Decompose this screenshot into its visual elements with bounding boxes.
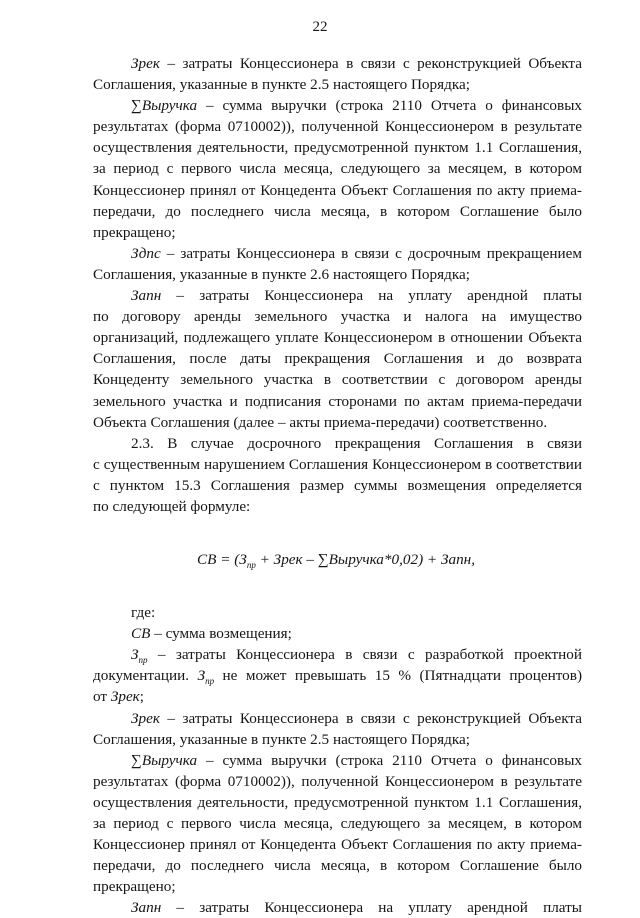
line-text: – затраты Концессионера на уплату арендной платы bbox=[161, 899, 582, 917]
text-line: по договору аренды земельного участка и налога на имущество bbox=[93, 308, 582, 326]
text-line: Концессионер принял от Концедента Объект Соглашения по акту приема- bbox=[93, 836, 582, 854]
text-line: с пунктом 15.3 Соглашения размер суммы возмещения определяется bbox=[93, 476, 582, 494]
text-line: за период с первого числа месяца, следующего за месяцем, в котором bbox=[93, 815, 582, 832]
term: Зрек bbox=[131, 55, 160, 72]
text-line: за период с первого числа месяца, следующего за месяцем, в котором bbox=[93, 160, 582, 178]
definition-sv bbox=[93, 623, 582, 644]
text-line: осуществления деятельности, предусмотренной пунктом 1.1 Соглашения, bbox=[93, 139, 582, 157]
term-base: З bbox=[131, 646, 139, 664]
text-line bbox=[93, 750, 582, 771]
spacer bbox=[93, 517, 582, 549]
term-sub: пр bbox=[138, 655, 148, 666]
definition-vyruchka bbox=[93, 750, 582, 898]
term bbox=[197, 667, 215, 687]
paragraph-2-3 bbox=[93, 433, 582, 517]
line-text: – сумма выручки (строка 2110 Отчета о финансовых bbox=[197, 97, 582, 115]
formula-lhs: СВ = (З bbox=[197, 551, 247, 569]
text-line: Соглашения, указанные в пункте 2.5 настоящего Порядка; bbox=[93, 76, 470, 94]
definition-zrek bbox=[93, 708, 582, 750]
spacer bbox=[93, 570, 582, 602]
text-line bbox=[93, 665, 582, 686]
paragraph-vyruchka bbox=[93, 95, 582, 243]
line-text: ; bbox=[139, 688, 145, 706]
term-sub: пр bbox=[205, 676, 215, 687]
term: Здпс bbox=[131, 244, 161, 262]
text-line bbox=[93, 897, 582, 918]
term: Зрек bbox=[131, 709, 160, 727]
formula-sub: пр bbox=[246, 560, 256, 571]
formula-rhs: + Зрек – ∑Выручка*0,02) + Запн, bbox=[255, 551, 476, 569]
where-label: где: bbox=[131, 604, 156, 622]
line-text: – затраты Концессионера в связи с разработкой проектной bbox=[147, 646, 582, 664]
page-number: 22 bbox=[312, 19, 328, 35]
text-line: Концессионер принял от Концедента Объект Соглашения по акту приема- bbox=[93, 181, 582, 199]
text-line bbox=[93, 243, 582, 264]
text-line bbox=[93, 95, 582, 116]
term: Зрек bbox=[110, 688, 140, 706]
text-line: организаций, подлежащего уплате Концессионером в отношении Объекта bbox=[93, 329, 582, 347]
text-line: прекращено; bbox=[93, 223, 176, 241]
paragraph-zdps bbox=[93, 243, 582, 285]
text-line: Соглашения, после даты прекращения Соглашения и до возврата bbox=[93, 350, 582, 368]
line-text: – затраты Концессионера в связи с реконструкцией Объекта bbox=[159, 55, 582, 72]
term: Запн bbox=[131, 899, 162, 917]
definition-zapn bbox=[93, 897, 582, 918]
line-text: – затраты Концессионера на уплату арендной платы bbox=[161, 287, 582, 305]
paragraph-zrek bbox=[93, 53, 582, 95]
term bbox=[131, 646, 148, 666]
formula bbox=[93, 549, 582, 570]
text-line bbox=[93, 708, 582, 729]
line-text: – затраты Концессионера в связи с реконструкцией Объекта bbox=[159, 709, 582, 727]
text-line: земельного участка и подписания сторонами по актам приема-передачи bbox=[93, 392, 582, 410]
document-body bbox=[93, 53, 582, 918]
line-text: от bbox=[93, 688, 111, 706]
text-line: результатах (форма 0710002)), полученной Концессионером в результате bbox=[93, 118, 582, 136]
term: Запн bbox=[131, 287, 162, 305]
line-text: – сумма выручки (строка 2110 Отчета о финансовых bbox=[197, 751, 582, 769]
text-line: Соглашения, указанные в пункте 2.6 настоящего Порядка; bbox=[93, 265, 470, 283]
text-line: Концеденту земельного участка в соответствии с договором аренды bbox=[93, 371, 582, 389]
term-base: З bbox=[197, 667, 206, 685]
text-line: результатах (форма 0710002)), полученной Концессионером в результате bbox=[93, 772, 582, 790]
text-line bbox=[93, 623, 582, 644]
paragraph-zapn bbox=[93, 285, 582, 433]
text-line: 2.3. В случае досрочного прекращения Соглашения в связи bbox=[131, 434, 582, 452]
text-line bbox=[93, 644, 582, 665]
text-line: передачи, до последнего числа месяца, в котором Соглашение было bbox=[93, 202, 582, 220]
line-text: не может превышать 15 % (Пятнадцати процентов) bbox=[214, 667, 582, 685]
text-line: передачи, до последнего числа месяца, в котором Соглашение было bbox=[93, 857, 582, 875]
term: ∑Выручка bbox=[131, 751, 198, 769]
text-line: прекращено; bbox=[93, 878, 176, 896]
line-text: – затраты Концессионера в связи с досрочным прекращением bbox=[160, 244, 582, 262]
term: СВ bbox=[131, 625, 151, 643]
line-text: – сумма возмещения; bbox=[150, 625, 292, 643]
text-line: Объекта Соглашения (далее – акты приема-передачи) соответственно. bbox=[93, 413, 548, 431]
text-line: с существенным нарушением Соглашения Концессионером в соответствии bbox=[93, 455, 582, 473]
text-line bbox=[93, 686, 582, 707]
definition-zpr bbox=[93, 644, 582, 707]
term: ∑Выручка bbox=[131, 97, 198, 115]
text-line: осуществления деятельности, предусмотренной пунктом 1.1 Соглашения, bbox=[93, 793, 582, 811]
text-line: по следующей формуле: bbox=[93, 497, 251, 515]
text-line bbox=[93, 53, 582, 74]
line-text: документации. bbox=[93, 667, 198, 685]
text-line bbox=[93, 285, 582, 306]
text-line: Соглашения, указанные в пункте 2.5 настоящего Порядка; bbox=[93, 730, 470, 748]
